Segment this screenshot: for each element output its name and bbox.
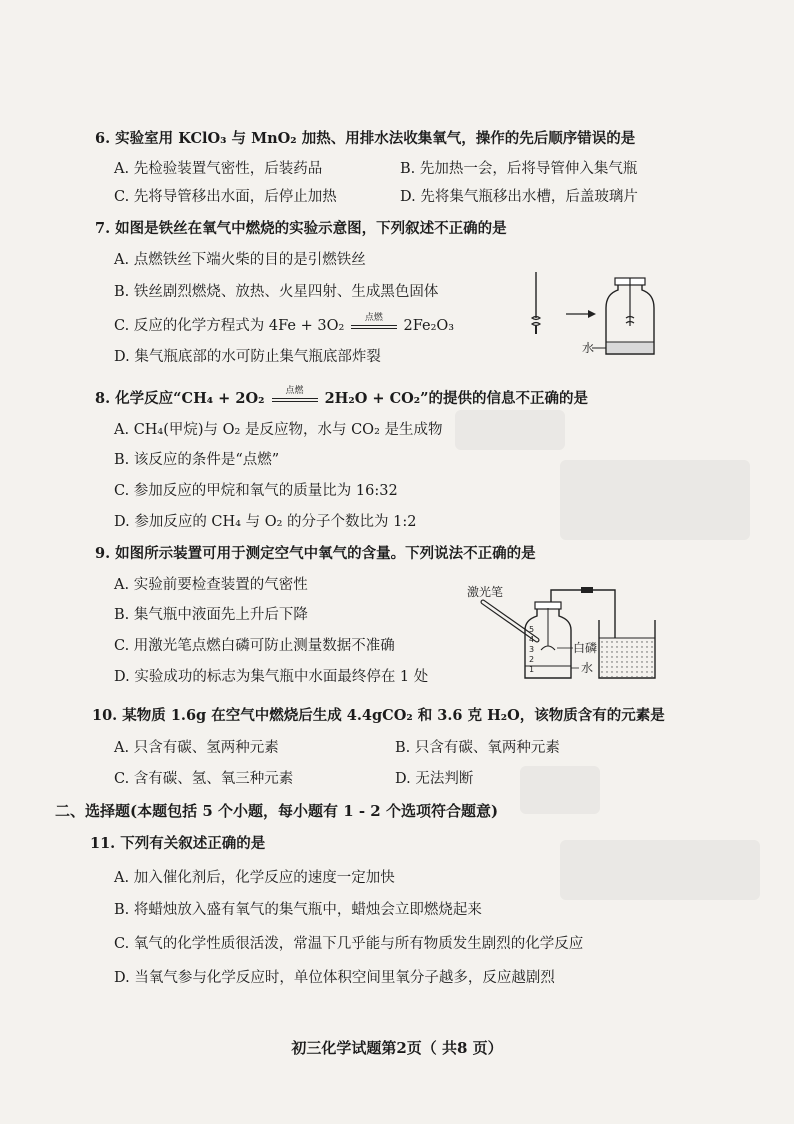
q10-option-a: A. 只含有碳、氢两种元素 — [114, 740, 279, 756]
iron-wire-combustion-figure — [520, 268, 660, 358]
q7-option-c — [114, 313, 455, 336]
q10-stem: 10. 某物质 1.6g 在空气中燃烧后生成 4.4gCO₂ 和 3.6 克 H₂O，该物质含有的元素是 — [92, 707, 665, 724]
q8-option-c: C. 参加反应的甲烷和氧气的质量比为 16:32 — [114, 483, 398, 499]
q11-option-c: C. 氧气的化学性质很活泼，常温下几乎能与所有物质发生剧烈的化学反应 — [114, 936, 584, 952]
equals-bar — [272, 398, 318, 402]
white-phosphorus-label: 白磷 — [573, 641, 598, 655]
beaker-water-icon — [600, 638, 654, 677]
scale-mark-5: 5 — [529, 625, 535, 634]
q8-option-a: A. CH₄(甲烷)与 O₂ 是反应物，水与 CO₂ 是生成物 — [114, 422, 443, 438]
q8-stem-left: 8. 化学反应“CH₄ + 2O₂ — [95, 390, 265, 407]
reaction-condition-arrow — [351, 313, 397, 335]
q6-option-d: D. 先将集气瓶移出水槽，后盖玻璃片 — [400, 189, 638, 205]
laser-pen-label: 激光笔 — [467, 585, 504, 599]
q10-option-d: D. 无法判断 — [395, 771, 474, 787]
page-footer: 初三化学试题第2页（ 共8 页） — [291, 1039, 503, 1057]
q9-stem: 9. 如图所示装置可用于测定空气中氧气的含量。下列说法不正确的是 — [95, 545, 536, 562]
scan-smudge — [560, 460, 750, 540]
scan-smudge — [560, 840, 760, 900]
equals-bar — [351, 325, 397, 329]
q8-stem-right: 2H₂O + CO₂”的提供的信息不正确的是 — [324, 390, 588, 407]
section-2-title: 二、选择题(本题包括 5 个小题，每小题有 1 - 2 个选项符合题意) — [55, 802, 499, 820]
q11-option-d: D. 当氧气参与化学反应时，单位体积空间里氧分子越多，反应越剧烈 — [114, 970, 555, 986]
scan-smudge — [455, 410, 565, 450]
q9-option-a: A. 实验前要检查装置的气密性 — [114, 577, 308, 593]
q10-option-c: C. 含有碳、氢、氧三种元素 — [114, 771, 294, 787]
reaction-condition-arrow — [272, 386, 318, 408]
q9-option-d: D. 实验成功的标志为集气瓶中水面最终停在 1 处 — [114, 669, 429, 685]
condition-label: 点燃 — [364, 313, 383, 323]
oxygen-content-apparatus-figure — [465, 580, 665, 680]
q9-option-b: B. 集气瓶中液面先上升后下降 — [114, 607, 308, 623]
q8-option-b: B. 该反应的条件是“点燃” — [114, 452, 280, 468]
water-label: 水 — [582, 341, 595, 355]
q7-option-d: D. 集气瓶底部的水可防止集气瓶底部炸裂 — [114, 349, 381, 365]
q7-equation-right: 2Fe₂O₃ — [403, 318, 455, 334]
q7-stem: 7. 如图是铁丝在氧气中燃烧的实验示意图，下列叙述不正确的是 — [95, 220, 507, 237]
q9-option-c: C. 用激光笔点燃白磷可防止测量数据不准确 — [114, 638, 395, 654]
water-layer-icon — [607, 342, 653, 353]
scale-mark-4: 4 — [529, 635, 535, 644]
q6-option-c: C. 先将导管移出水面，后停止加热 — [114, 189, 337, 205]
scale-mark-3: 3 — [529, 645, 535, 654]
q11-stem: 11. 下列有关叙述正确的是 — [90, 835, 266, 852]
q6-option-b: B. 先加热一会，后将导管伸入集气瓶 — [400, 161, 638, 177]
water-label: 水 — [581, 661, 594, 675]
q11-option-a: A. 加入催化剂后，化学反应的速度一定加快 — [114, 870, 395, 886]
q7-option-a: A. 点燃铁丝下端火柴的目的是引燃铁丝 — [114, 252, 366, 268]
q11-option-b: B. 将蜡烛放入盛有氧气的集气瓶中，蜡烛会立即燃烧起来 — [114, 902, 482, 918]
scan-smudge — [520, 766, 600, 814]
stopper-icon — [535, 602, 561, 609]
q10-option-b: B. 只含有碳、氧两种元素 — [395, 740, 560, 756]
q7-equation-left: C. 反应的化学方程式为 4Fe + 3O₂ — [114, 318, 345, 334]
q8-option-d: D. 参加反应的 CH₄ 与 O₂ 的分子个数比为 1:2 — [114, 514, 417, 530]
condition-label: 点燃 — [285, 386, 304, 396]
phosphorus-spoon-icon — [541, 646, 555, 650]
scale-mark-1: 1 — [529, 665, 535, 674]
q6-stem: 6. 实验室用 KClO₃ 与 MnO₂ 加热、用排水法收集氧气，操作的先后顺序错误的是 — [95, 130, 636, 147]
q8-stem — [95, 386, 588, 409]
delivery-tube-icon — [551, 590, 615, 638]
scale-mark-2: 2 — [529, 655, 535, 664]
q7-option-b: B. 铁丝剧烈燃烧、放热、火星四射、生成黑色固体 — [114, 284, 439, 300]
q6-option-a: A. 先检验装置气密性，后装药品 — [114, 161, 323, 177]
